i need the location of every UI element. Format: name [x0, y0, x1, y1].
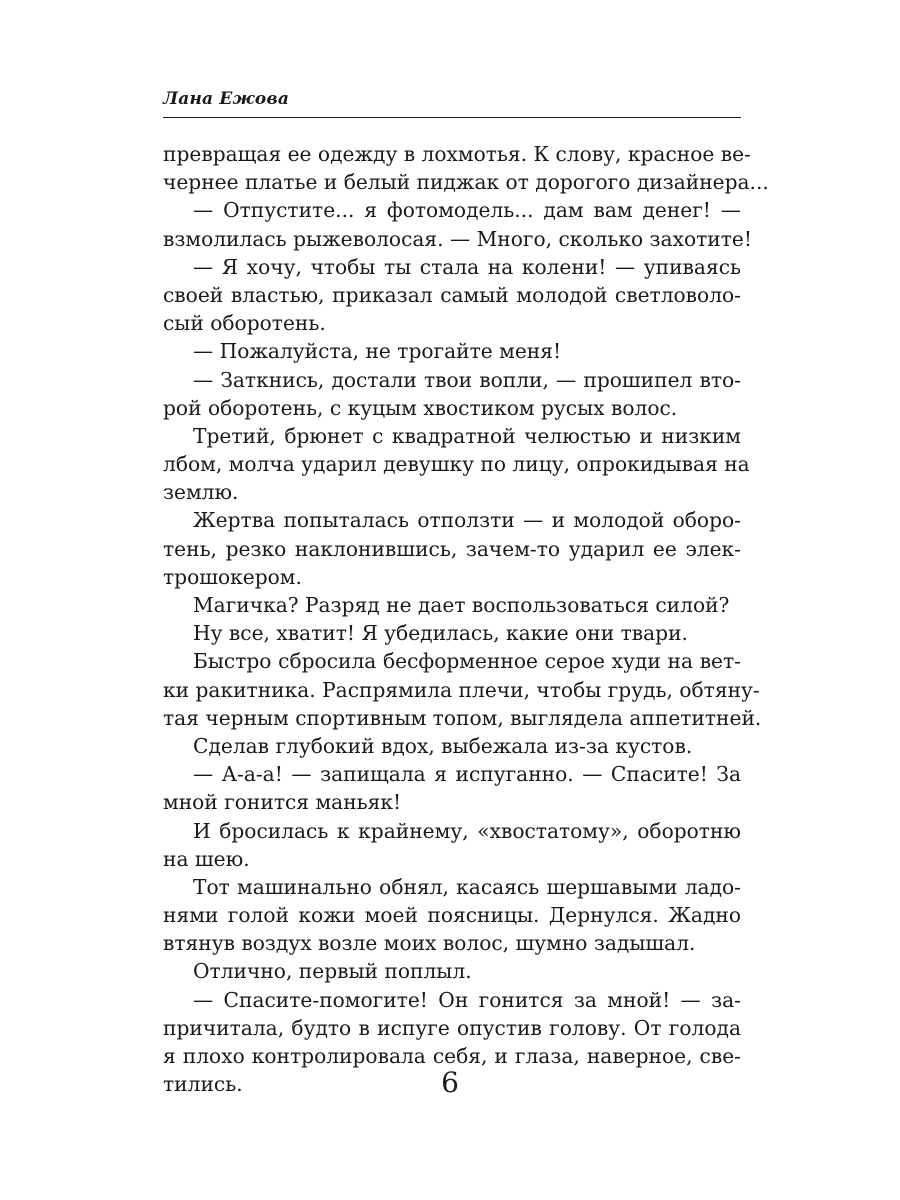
text-line: Магичка? Разряд не дает воспользоваться силой? — [193, 593, 730, 617]
text-line: — А-а-а! — запищала я испуганно. — Спасите! За — [193, 762, 741, 787]
text-line: превращая ее одежду в лохмотья. К слову, красное ве- — [163, 142, 751, 166]
text-line: ки ракитника. Распрямила плечи, чтобы грудь, обтяну- — [163, 677, 760, 702]
text-line: Отлично, первый поплыл. — [193, 959, 472, 984]
page-body-text — [163, 140, 769, 1098]
text-line: сый оборотень. — [163, 311, 326, 336]
text-line: нями голой кожи моей поясницы. Дернулся. Жадно — [163, 903, 741, 928]
text-line: — Отпустите... я фотомодель... дам вам денег! — — [193, 198, 741, 223]
text-line: на шею. — [163, 846, 250, 871]
text-line: землю. — [163, 480, 239, 505]
text-line: — Заткнись, достали твои вопли, — прошипел вто- — [193, 367, 741, 392]
text-line: — Пожалуйста, не трогайте меня! — [193, 339, 562, 364]
text-line: — Спасите-помогите! Он гонится за мной! — за- — [193, 987, 741, 1012]
text-line: тая черным спортивным топом, выглядела аппетитней. — [163, 705, 762, 730]
text-line: взмолилась рыжеволосая. — Много, сколько захотите! — [163, 226, 752, 251]
text-line: тились. — [163, 1072, 243, 1097]
text-line: рой оборотень, с куцым хвостиком русых волос. — [163, 395, 678, 420]
text-line: Третий, брюнет с квадратной челюстью и низким — [193, 423, 741, 448]
text-line: мной гонится маньяк! — [163, 790, 402, 815]
text-line: я плохо контролировала себя, и глаза, наверное, све- — [163, 1044, 741, 1068]
text-line: Быстро сбросила бесформенное серое худи на вет- — [193, 649, 741, 674]
text-line: Тот машинально обнял, касаясь шершавыми ладо- — [193, 874, 741, 899]
text-line: причитала, будто в испуге опустив голову. От голода — [163, 1015, 741, 1040]
text-line: чернее платье и белый пиджак от дорогого дизайнера... — [163, 170, 769, 195]
text-line: лбом, молча ударил девушку по лицу, опрокидывая на — [163, 452, 750, 477]
text-line: И бросилась к крайнему, «хвостатому», оборотню — [193, 818, 741, 843]
running-head-author: Лана Ежова — [163, 89, 290, 109]
text-line: тень, резко наклонившись, зачем-то ударил ее элек- — [163, 536, 741, 561]
page-number: 6 — [441, 1066, 459, 1099]
text-line: Ну все, хватит! Я убедилась, какие они твари. — [193, 621, 688, 646]
text-line: трошокером. — [163, 564, 302, 589]
text-line: Сделав глубокий вдох, выбежала из-за кустов. — [193, 733, 693, 758]
text-line: втянув воздух возле моих волос, шумно задышал. — [163, 931, 696, 956]
text-line: — Я хочу, чтобы ты стала на колени! — упиваясь — [193, 254, 741, 279]
text-line: своей властью, приказал самый молодой светловоло- — [163, 282, 741, 307]
text-line: Жертва попыталась отползти — и молодой оборо- — [193, 508, 741, 533]
header-rule — [163, 117, 741, 118]
